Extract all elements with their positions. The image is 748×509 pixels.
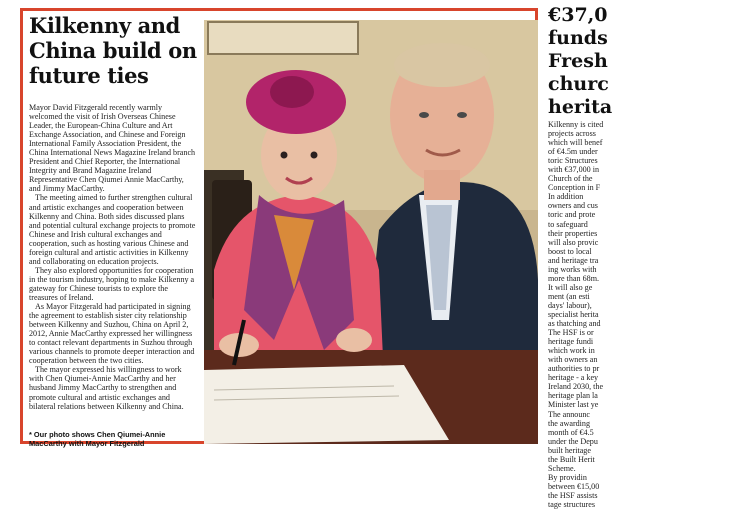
photo-illustration — [204, 20, 538, 444]
side-article-body: Kilkenny is cited projects across which will benef of €4.5m under toric Structures with €37,000 in Church of the Conception in F In addition owners and cus toric and prote to safeguard their properties will also provic boost to local and heritage tra ing works with more than 68m. It will also ge ment (an esti days' labour), specialist herita as thatching and The HSF is or heritage fundi which work in with owners an authorities to pr heritage - a key Ireland 2030, the heritage plan la Minister last ye The announc the awarding month of €4.5 under the Depu built heritage the Built Herit Scheme. By providin between €15,00 the HSF assists tage structures — [548, 120, 604, 509]
article-paragraph: Mayor David Fitzgerald recently warmly welcomed the visit of Irish Overseas Chinese Leader, the European-China Culture and Art Exchange Association, and Chinese and Foreign International Family Association President, the China International News Magazine Ireland branch President and Chief Reporter, the International Integrity and Brand Magazine Ireland Representative Chen Qiumei Annie MacCarthy, and Jimmy MacCarthy. — [29, 103, 196, 194]
article-box — [20, 8, 538, 448]
article-body — [29, 103, 197, 411]
side-article-headline: €37,0 funds Fresh churc herita — [548, 4, 613, 118]
article-headline: Kilkenny and China build on future ties — [29, 13, 197, 88]
photo-caption: * Our photo shows Chen Qiumei-Annie MacCarthy with Mayor Fitzgerald — [29, 430, 166, 448]
article-photo — [204, 20, 538, 444]
article-paragraph: The meeting aimed to further strengthen cultural and artistic exchanges and cooperation between Kilkenny and China. Both sides discussed plans and potential cultural exchange projects to promote Chinese and Irish cultural exchanges and cooperation, such as hosting various Chinese and foreign cultural and artistic activities in Kilkenny and collaborating on education projects. — [29, 193, 196, 266]
article-paragraph: As Mayor Fitzgerald had participated in signing the agreement to establish sister city relationship between Kilkenny and Suzhou, China on April 2, 2012, Annie MacCarthy expressed her willingness to contact relevant departments in Suzhou through various channels to promote deeper interaction and cooperation between the two cities. — [29, 302, 195, 366]
side-article — [542, 0, 613, 509]
article-paragraph: The mayor expressed his willingness to work with Chen Qiumei-Annie MacCarthy and her husband Jimmy MacCarthy to strengthen and promote cultural and artistic exchanges and bilateral relations between Kilkenny and China. — [29, 365, 184, 411]
article-paragraph: They also explored opportunities for cooperation in the tourism industry, hoping to make Kilkenny a gateway for Chinese tourists to explore the treasures of Ireland. — [29, 265, 195, 302]
